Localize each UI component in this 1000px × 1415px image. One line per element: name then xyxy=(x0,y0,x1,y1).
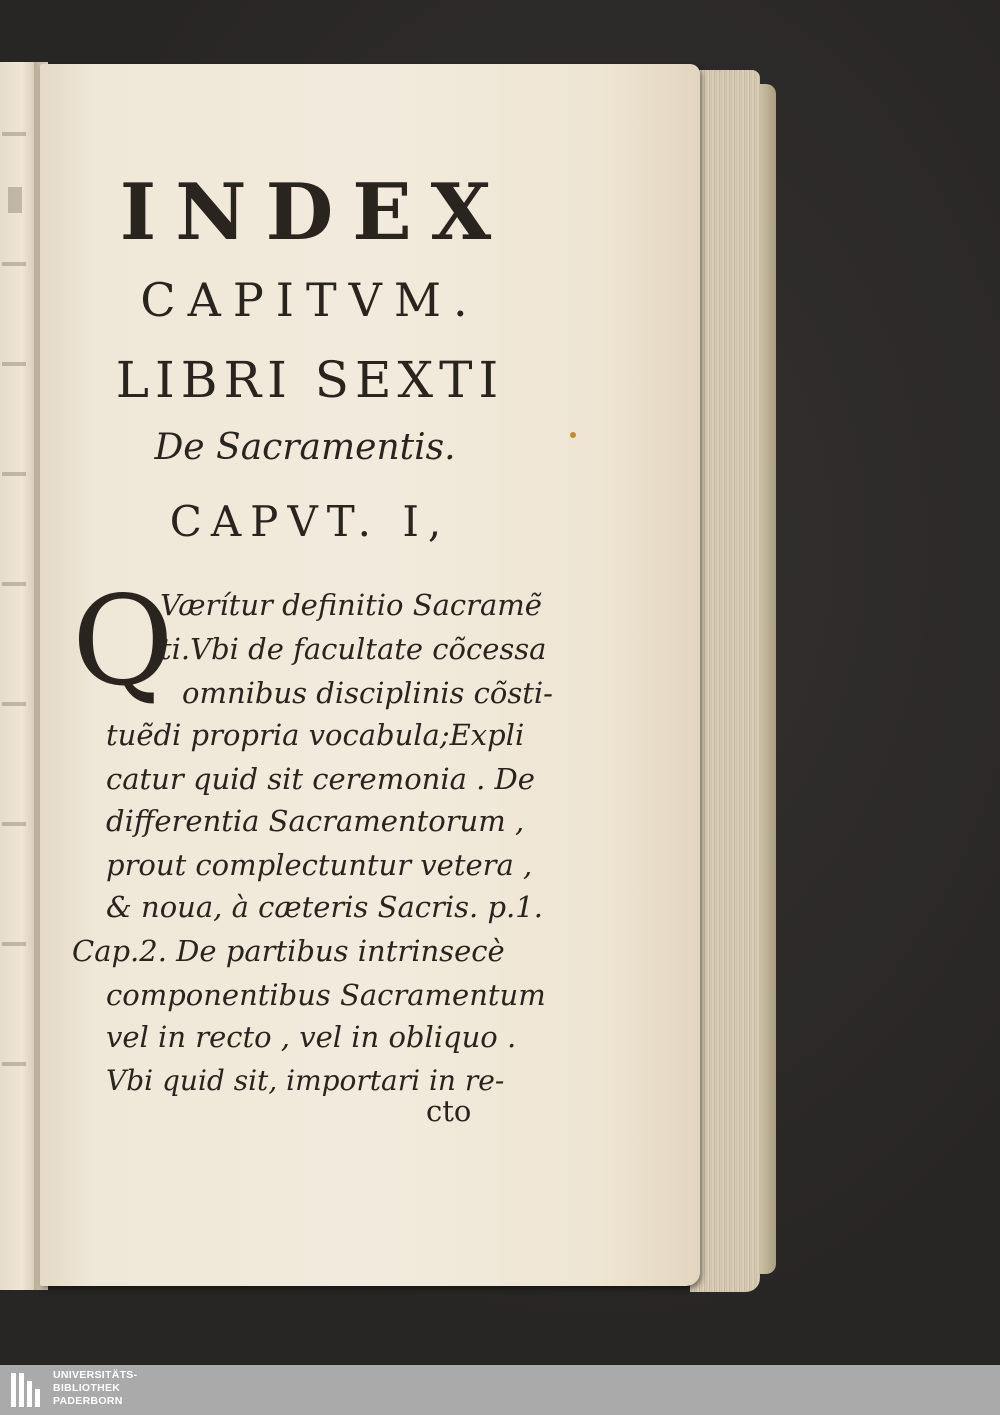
page-block-edges xyxy=(690,70,760,1292)
catchword: cto xyxy=(426,1094,472,1128)
library-name xyxy=(53,1369,137,1408)
text-line: ti.Vbi de facultate cõcessa xyxy=(160,632,547,666)
text-line: catur quid sit ceremonia . De xyxy=(106,762,535,796)
library-name-line: PADERBORN xyxy=(53,1395,123,1407)
text-line: Værítur definitio Sacramẽ xyxy=(160,588,542,622)
text-line: prout complectuntur vetera , xyxy=(106,848,533,882)
text-line: differentia Sacramentorum , xyxy=(106,804,525,838)
library-name-line: BIBLIOTHEK xyxy=(53,1382,121,1394)
text-line: tuẽdi propria vocabula;Expli xyxy=(106,718,525,752)
paper-stain xyxy=(570,432,576,438)
text-line: Cap.2. De partibus intrinsecè xyxy=(72,934,505,968)
footer-bar xyxy=(0,1365,1000,1415)
text-line: Vbi quid sit, importari in re- xyxy=(106,1064,505,1097)
drop-cap: Q xyxy=(72,570,174,714)
subject-heading: De Sacramentis. xyxy=(154,427,456,468)
text-line: omnibus disciplinis cõsti- xyxy=(182,676,553,710)
chapter-heading: CAPVT. I, xyxy=(169,497,451,546)
book-heading: LIBRI SEXTI xyxy=(115,351,505,409)
university-library-logo-icon xyxy=(10,1371,46,1409)
text-line: vel in recto , vel in obliquo . xyxy=(106,1020,517,1054)
text-line: & noua, à cæteris Sacris. p.1. xyxy=(106,890,543,924)
text-line: componentibus Sacramentum xyxy=(106,978,546,1012)
page-subtitle: CAPITVM. xyxy=(140,273,480,327)
page-title: INDEX xyxy=(119,167,511,258)
library-name-line: UNIVERSITÄTS- xyxy=(53,1369,138,1381)
